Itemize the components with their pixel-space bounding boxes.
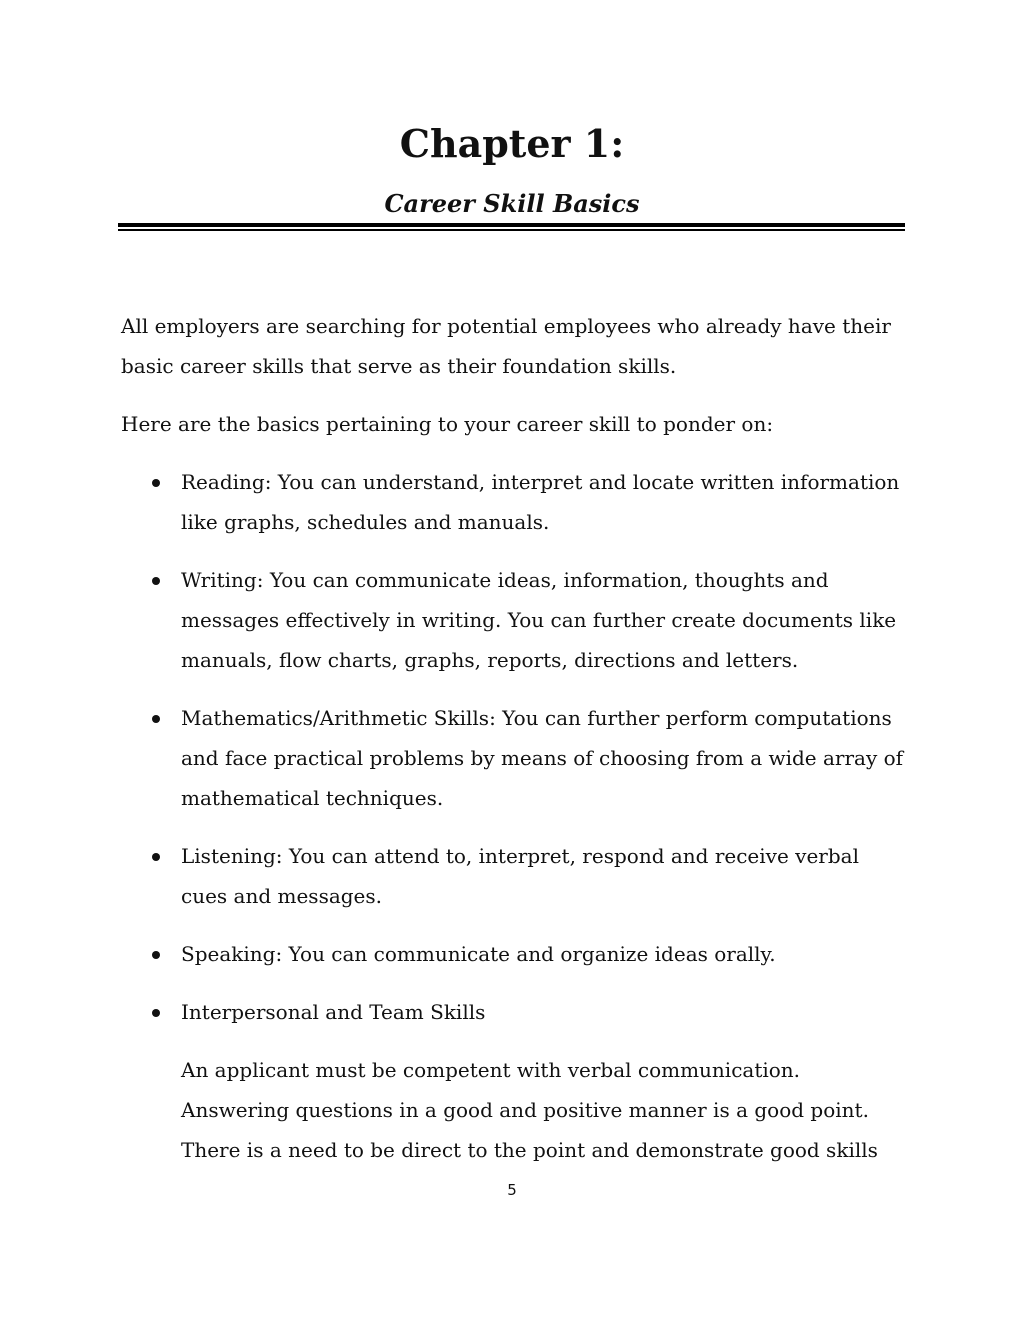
list-item-text: Mathematics/Arithmetic Skills: You can further perform computations and face practical problems by means of choosing from a wide array of mathematical techniques. [181,706,904,810]
body-text [121,306,911,1170]
chapter-title: Chapter 1: [399,121,625,166]
list-item-text: Interpersonal and Team Skills [181,1000,486,1024]
bullet-icon [152,577,160,585]
list-item-speaking [121,934,911,974]
list-item-interpersonal [121,992,911,1032]
bullet-icon [152,1009,160,1017]
list-item-text: Speaking: You can communicate and organize ideas orally. [181,942,776,966]
title-rule-thick [118,223,905,227]
title-rule-thin [118,229,905,231]
list-item-mathematics [121,698,911,818]
intro-paragraph: All employers are searching for potential employees who already have their basic career skills that serve as their foundation skills. [121,314,891,378]
list-item-listening [121,836,911,916]
list-item-text: Writing: You can communicate ideas, information, thoughts and messages effectively in writing. You can further create documents like manuals, flow charts, graphs, reports, directions and letters. [181,568,897,672]
list-item-reading [121,462,911,542]
bullet-icon [152,715,160,723]
list-item-text: Reading: You can understand, interpret and locate written information like graphs, schedules and manuals. [181,470,900,534]
bullet-icon [152,951,160,959]
bullet-icon [152,853,160,861]
list-item-text: Listening: You can attend to, interpret, respond and receive verbal cues and messages. [181,844,859,908]
page-number: 5 [507,1181,517,1199]
chapter-subtitle: Career Skill Basics [384,189,640,218]
interpersonal-paragraph: An applicant must be competent with verbal communication. Answering questions in a good and positive manner is a good point. There is a need to be direct to the point and demonstrate good skills [181,1058,878,1162]
list-item-writing [121,560,911,680]
bullet-icon [152,479,160,487]
skills-list [121,462,911,1032]
lead-paragraph: Here are the basics pertaining to your career skill to ponder on: [121,412,774,436]
